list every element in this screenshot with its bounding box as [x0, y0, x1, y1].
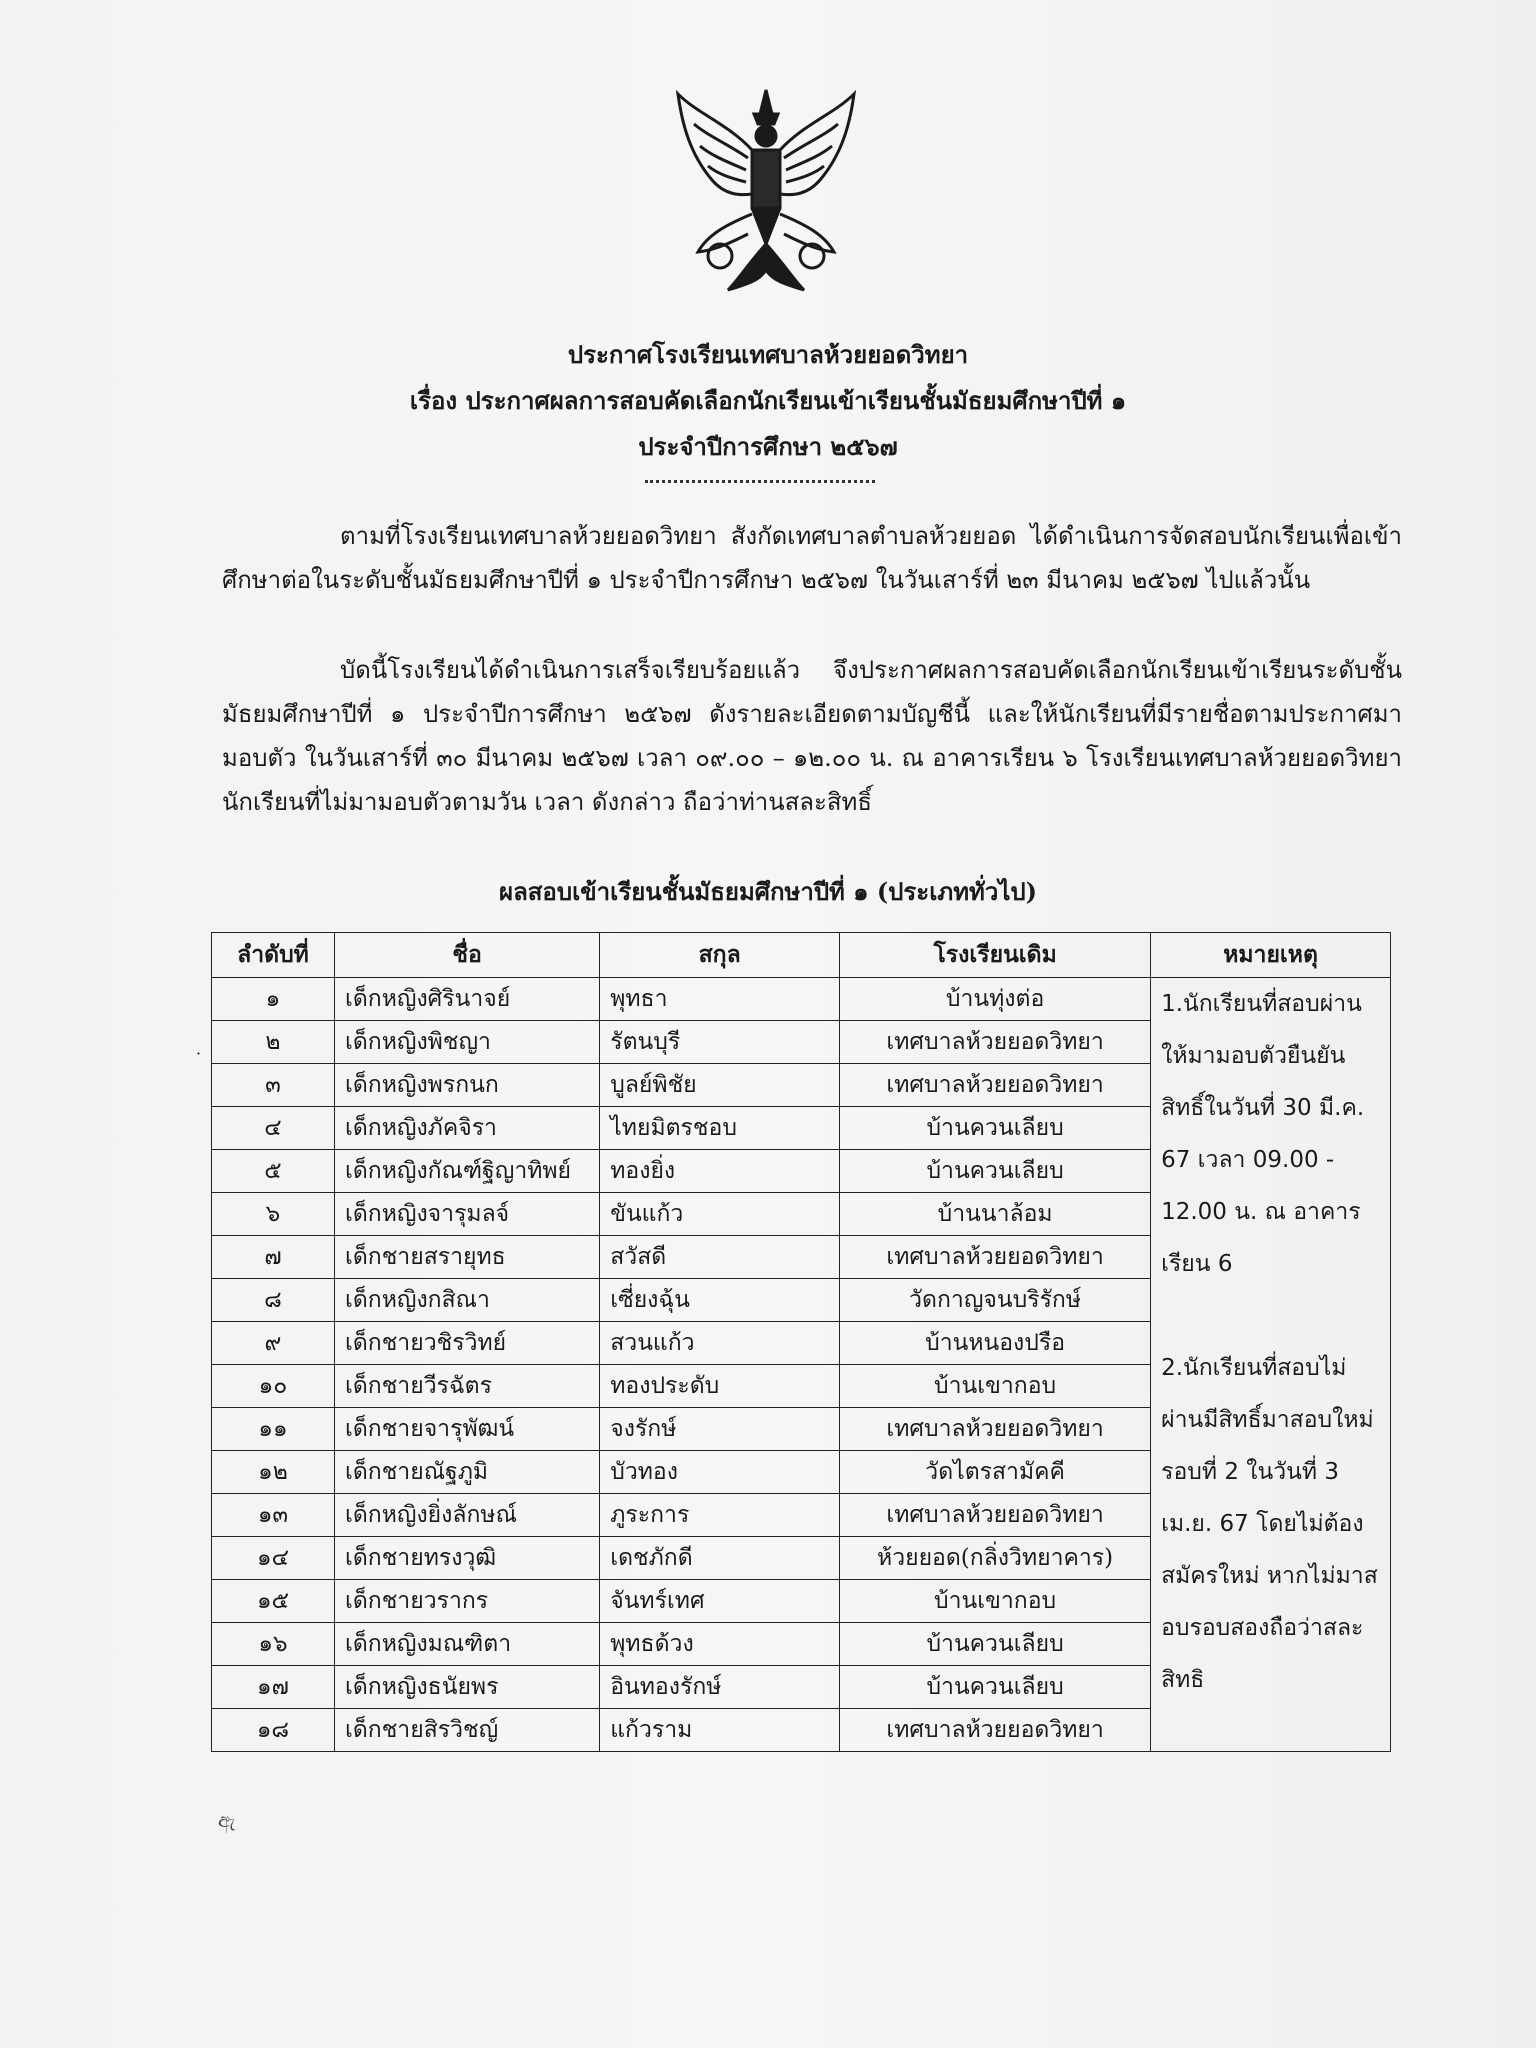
row-name: เด็กชายวีรฉัตร [334, 1365, 599, 1408]
row-name: เด็กชายวรากร [334, 1580, 599, 1623]
row-name: เด็กชายจารุพัฒน์ [334, 1408, 599, 1451]
row-no: ๘ [212, 1279, 335, 1322]
announcement-subject: เรื่อง ประกาศผลการสอบคัดเลือกนักเรียนเข้าเรียนชั้นมัธยมศึกษาปีที่ ๑ [409, 386, 1127, 415]
row-name: เด็กหญิงธนัยพร [334, 1666, 599, 1709]
row-name: เด็กหญิงกสิณา [334, 1279, 599, 1322]
row-no: ๑๔ [212, 1537, 335, 1580]
row-no: ๑๓ [212, 1494, 335, 1537]
row-no: ๕ [212, 1150, 335, 1193]
row-no: ๗ [212, 1236, 335, 1279]
remark-1: 1.นักเรียนที่สอบผ่านให้มามอบตัวยืนยันสิทธิ์ในวันที่ 30 มี.ค. 67 เวลา 09.00 - 12.00 น. ณ อาคารเรียน 6 [1161, 991, 1365, 1277]
row-name: เด็กหญิงศิรินาจย์ [334, 978, 599, 1021]
row-school: บ้านควนเลียบ [840, 1150, 1151, 1193]
header-name: ชื่อ [334, 933, 599, 978]
row-name: เด็กหญิงยิ่งลักษณ์ [334, 1494, 599, 1537]
row-surname: พุทธา [600, 978, 840, 1021]
row-school: บ้านควนเลียบ [840, 1666, 1151, 1709]
row-no: ๑๑ [212, 1408, 335, 1451]
row-name: เด็กชายณัฐภูมิ [334, 1451, 599, 1494]
row-surname: จันทร์เทศ [600, 1580, 840, 1623]
stray-mark: · [196, 1044, 202, 1063]
row-name: เด็กชายทรงวุฒิ [334, 1537, 599, 1580]
table-row [212, 978, 1391, 1021]
row-surname: พุทธด้วง [600, 1623, 840, 1666]
handwritten-mark: ඇ [218, 1808, 236, 1832]
row-surname: บูลย์พิชัย [600, 1064, 840, 1107]
row-school: เทศบาลห้วยยอดวิทยา [840, 1064, 1151, 1107]
row-no: ๒ [212, 1021, 335, 1064]
announcement-title: ประกาศโรงเรียนเทศบาลห้วยยอดวิทยา [567, 340, 969, 369]
table-title: ผลสอบเข้าเรียนชั้นมัธยมศึกษาปีที่ ๑ (ประเภททั่วไป) [499, 877, 1037, 906]
row-school: วัดไตรสามัคคี [840, 1451, 1151, 1494]
header-no: ลำดับที่ [212, 933, 335, 978]
row-no: ๖ [212, 1193, 335, 1236]
row-no: ๓ [212, 1064, 335, 1107]
row-school: เทศบาลห้วยยอดวิทยา [840, 1709, 1151, 1752]
row-name: เด็กชายวชิรวิทย์ [334, 1322, 599, 1365]
row-surname: แก้วราม [600, 1709, 840, 1752]
row-school: บ้านเขากอบ [840, 1365, 1151, 1408]
row-no: ๑๖ [212, 1623, 335, 1666]
row-school: เทศบาลห้วยยอดวิทยา [840, 1236, 1151, 1279]
row-surname: สวัสดี [600, 1236, 840, 1279]
row-surname: ขันแก้ว [600, 1193, 840, 1236]
row-surname: ภูระการ [600, 1494, 840, 1537]
table-header-row [212, 933, 1391, 978]
row-surname: สวนแก้ว [600, 1322, 840, 1365]
dotted-divider [645, 480, 875, 483]
row-school: บ้านทุ่งต่อ [840, 978, 1151, 1021]
row-school: เทศบาลห้วยยอดวิทยา [840, 1021, 1151, 1064]
row-surname: เซี่ยงฉุ้น [600, 1279, 840, 1322]
row-name: เด็กหญิงพิชญา [334, 1021, 599, 1064]
row-surname: ไทยมิตรชอบ [600, 1107, 840, 1150]
row-no: ๙ [212, 1322, 335, 1365]
row-surname: จงรักษ์ [600, 1408, 840, 1451]
row-no: ๑๗ [212, 1666, 335, 1709]
remark-2: 2.นักเรียนที่สอบไม่ผ่านมีสิทธิ์มาสอบใหม่รอบที่ 2 ในวันที่ 3 เม.ย. 67 โดยไม่ต้องสมัครใหม่ หากไม่มาสอบรอบสองถือว่าสละสิทธิ [1161, 1355, 1378, 1693]
row-no: ๑๘ [212, 1709, 335, 1752]
row-name: เด็กหญิงมณฑิตา [334, 1623, 599, 1666]
row-no: ๑๕ [212, 1580, 335, 1623]
row-surname: รัตนบุรี [600, 1021, 840, 1064]
row-no: ๑๐ [212, 1365, 335, 1408]
row-no: ๑ [212, 978, 335, 1021]
row-name: เด็กชายสรายุทธ [334, 1236, 599, 1279]
remark-cell [1151, 978, 1391, 1752]
row-name: เด็กหญิงภัคจิรา [334, 1107, 599, 1150]
row-school: เทศบาลห้วยยอดวิทยา [840, 1408, 1151, 1451]
row-surname: ทองยิ่ง [600, 1150, 840, 1193]
row-no: ๑๒ [212, 1451, 335, 1494]
row-school: บ้านนาล้อม [840, 1193, 1151, 1236]
row-name: เด็กหญิงจารุมลจ์ [334, 1193, 599, 1236]
row-surname: เดชภักดี [600, 1537, 840, 1580]
paragraph-1: ตามที่โรงเรียนเทศบาลห้วยยอดวิทยา สังกัดเทศบาลตำบลห้วยยอด ได้ดำเนินการจัดสอบนักเรียนเพื่อเข้าศึกษาต่อในระดับชั้นมัธยมศึกษาปีที่ ๑ ประจำปีการศึกษา ๒๕๖๗ ในวันเสาร์ที่ ๒๓ มีนาคม ๒๕๖๗ ไปแล้วนั้น [222, 522, 1402, 594]
header-surname: สกุล [600, 933, 840, 978]
row-no: ๔ [212, 1107, 335, 1150]
row-name: เด็กหญิงกัณฑ์ฐิญาทิพย์ [334, 1150, 599, 1193]
results-table [211, 932, 1391, 1752]
header-school: โรงเรียนเดิม [840, 933, 1151, 978]
paragraph-2: บัดนี้โรงเรียนได้ดำเนินการเสร็จเรียบร้อยแล้ว จึงประกาศผลการสอบคัดเลือกนักเรียนเข้าเรียนระดับชั้นมัธยมศึกษาปีที่ ๑ ประจำปีการศึกษา ๒๕๖๗ ดังรายละเอียดตามบัญชีนี้ และให้นักเรียนที่มีรายชื่อตามประกาศมามอบตัว ในวันเสาร์ที่ ๓๐ มีนาคม ๒๕๖๗ เวลา ๐๙.๐๐ – ๑๒.๐๐ น. ณ อาคารเรียน ๖ โรงเรียนเทศบาลห้วยยอดวิทยา นักเรียนที่ไม่มามอบตัวตามวัน เวลา ดังกล่าว ถือว่าท่านสละสิทธิ์ [222, 656, 1402, 816]
row-school: วัดกาญจนบริรักษ์ [840, 1279, 1151, 1322]
garuda-emblem-icon [668, 84, 864, 298]
row-name: เด็กหญิงพรกนก [334, 1064, 599, 1107]
row-school: เทศบาลห้วยยอดวิทยา [840, 1494, 1151, 1537]
row-surname: ทองประดับ [600, 1365, 840, 1408]
header-remark: หมายเหตุ [1151, 933, 1391, 978]
row-surname: อินทองรักษ์ [600, 1666, 840, 1709]
row-school: บ้านเขากอบ [840, 1580, 1151, 1623]
row-school: บ้านหนองปรือ [840, 1322, 1151, 1365]
row-school: ห้วยยอด(กลิ่งวิทยาคาร) [840, 1537, 1151, 1580]
row-school: บ้านควนเลียบ [840, 1107, 1151, 1150]
row-name: เด็กชายสิรวิชญ์ [334, 1709, 599, 1752]
row-school: บ้านควนเลียบ [840, 1623, 1151, 1666]
row-surname: บัวทอง [600, 1451, 840, 1494]
academic-year: ประจำปีการศึกษา ๒๕๖๗ [638, 432, 898, 461]
